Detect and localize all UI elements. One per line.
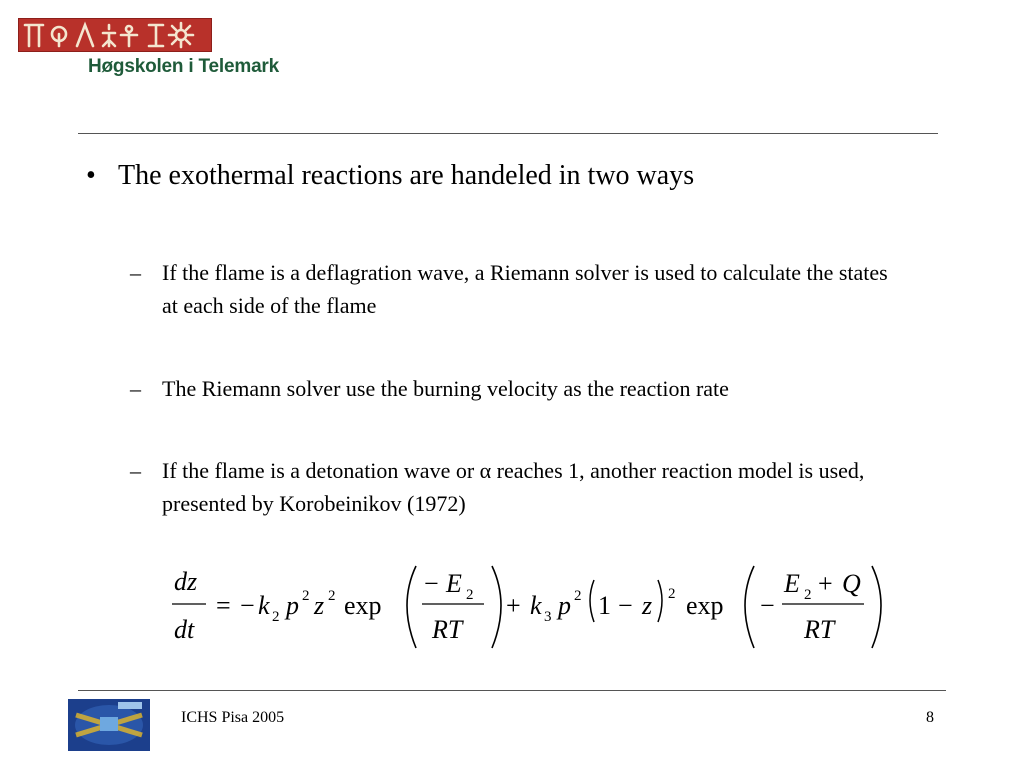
lhs-numerator: dz: [174, 567, 198, 596]
plus-sign: +: [506, 591, 521, 620]
sub-bullet-text: If the flame is a deflagration wave, a Riemann solver is used to calculate the states at each side of the flame: [162, 260, 888, 318]
left-paren: [407, 566, 416, 648]
reaction-rate-formula: [160, 558, 900, 658]
exp-function: exp: [344, 591, 382, 620]
bottom-divider: [78, 690, 946, 691]
left-paren: [745, 566, 754, 648]
Q-symbol: Q: [842, 569, 861, 598]
bullet-symbol: •: [86, 160, 96, 191]
institution-logo-banner: [18, 18, 212, 52]
RT-denominator: RT: [804, 615, 835, 644]
k2-symbol: k: [258, 591, 270, 620]
p-symbol: p: [558, 591, 571, 620]
conference-logo: [68, 699, 150, 751]
exp-function: exp: [686, 591, 724, 620]
k2-subscript: 2: [272, 609, 280, 625]
right-paren: [658, 580, 662, 622]
page-number: 8: [926, 709, 934, 726]
minus-sign: −: [760, 591, 775, 620]
k3-subscript: 3: [544, 609, 552, 625]
k3-symbol: k: [530, 591, 542, 620]
dash-symbol: –: [130, 376, 141, 401]
one-digit: 1: [598, 591, 611, 620]
p-superscript: 2: [302, 588, 310, 604]
footer-conference-label: ICHS Pisa 2005: [181, 709, 285, 726]
RT-denominator: RT: [432, 615, 463, 644]
paren-superscript: 2: [668, 586, 676, 602]
p-symbol: p: [286, 591, 299, 620]
plus-sign: +: [818, 569, 833, 598]
institution-name: Høgskolen i Telemark: [88, 56, 279, 77]
right-paren: [872, 566, 881, 648]
top-divider: [78, 133, 938, 134]
petroglyph-logo-icon: [19, 19, 211, 51]
equals-sign: =: [216, 591, 231, 620]
z-symbol: z: [314, 591, 325, 620]
minus-sign: −: [618, 591, 633, 620]
z-superscript: 2: [328, 588, 336, 604]
ichs-badge-icon: [68, 699, 150, 751]
main-bullet-text: The exothermal reactions are handeled in two ways: [118, 160, 695, 191]
left-paren: [590, 580, 594, 622]
E2-subscript: 2: [466, 587, 474, 603]
sub-bullet-text: If the flame is a detonation wave or α reaches 1, another reaction model is used, presented by Korobeinikov (1972): [162, 458, 865, 516]
E2-symbol: E: [446, 569, 462, 598]
E2-symbol: E: [784, 569, 800, 598]
lhs-denominator: dt: [174, 615, 195, 644]
E2-subscript: 2: [804, 587, 812, 603]
right-paren: [492, 566, 501, 648]
minus-sign: −: [424, 569, 439, 598]
dash-symbol: –: [130, 458, 141, 483]
dash-symbol: –: [130, 260, 141, 285]
sub-bullet-text: The Riemann solver use the burning velocity as the reaction rate: [162, 376, 729, 401]
minus-sign: −: [240, 591, 255, 620]
p-superscript: 2: [574, 588, 582, 604]
z-symbol: z: [642, 591, 653, 620]
